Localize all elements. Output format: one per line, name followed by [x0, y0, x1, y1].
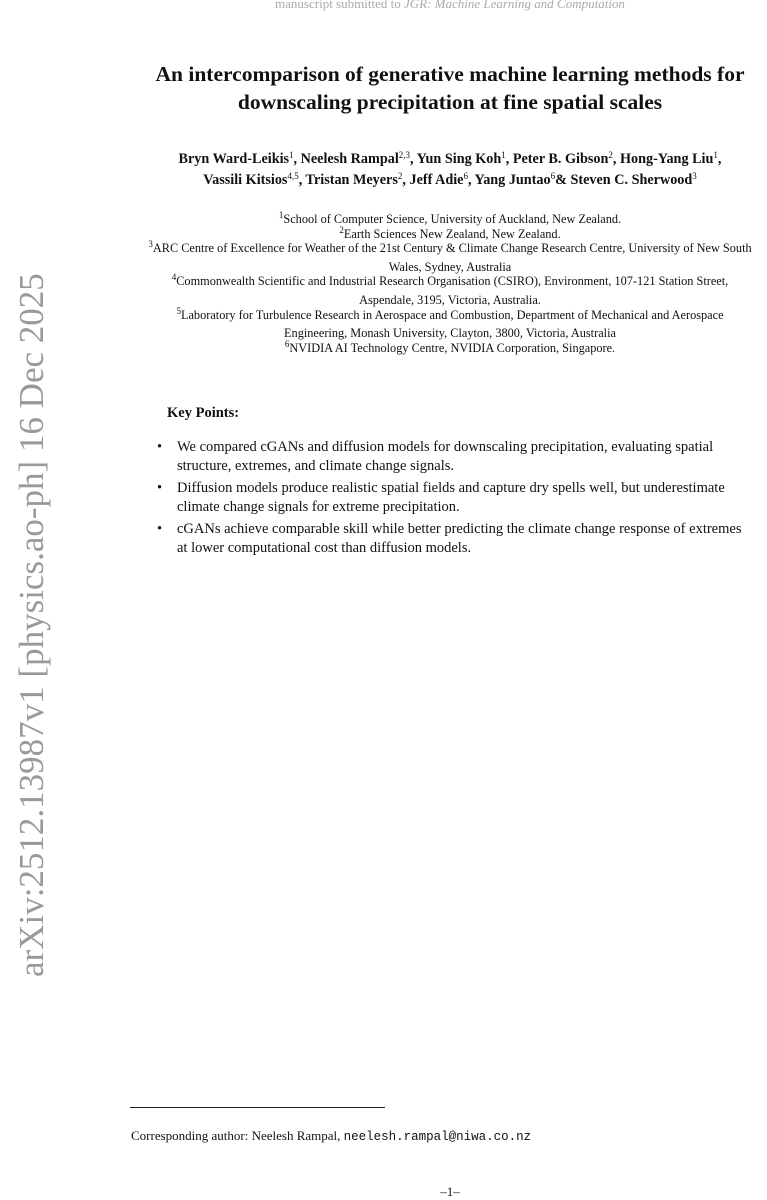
author-affiliation-mark: 3: [692, 171, 697, 181]
author-affiliation-mark: 1: [289, 150, 294, 160]
journal-name: JGR: Machine Learning and Computation: [403, 0, 625, 11]
affiliation-number: 1: [278, 210, 284, 220]
title-line: downscaling precipitation at fine spatial scales: [237, 90, 663, 114]
paper-title: [120, 60, 767, 116]
key-point: • Diffusion models produce realistic spatial fields and capture dry spells well, but underestimate climate change signals for extreme precipitation.: [155, 479, 755, 517]
key-point: • cGANs achieve comparable skill while better predicting the climate change response of extremes at lower computational cost than diffusion models.: [155, 520, 755, 558]
corresponding-email[interactable]: neelesh.rampal@niwa.co.nz: [343, 1130, 532, 1144]
affiliation-line: [120, 212, 767, 227]
affiliation-text: Laboratory for Turbulence Research in Aerospace and Combustion, Department of Mechanical and Aerospace: [180, 307, 724, 322]
author: [513, 151, 613, 167]
affiliation-number: 2: [339, 224, 344, 235]
affiliation-line: [120, 326, 767, 341]
author: [571, 172, 697, 188]
title-line: An intercomparison of generative machine learning methods for: [155, 62, 745, 86]
author: [620, 151, 718, 167]
affiliation-number: 4: [171, 272, 177, 283]
author-name: Peter B. Gibson: [512, 151, 609, 167]
key-point: • We compared cGANs and diffusion models for downscaling precipitation, evaluating spatial structure, extremes, and climate change signals.: [155, 438, 755, 476]
author-name: Yun Sing Koh: [416, 151, 502, 167]
affiliation-text: NVIDIA AI Technology Centre, NVIDIA Corporation, Singapore.: [289, 340, 616, 355]
affiliation-line: [120, 260, 767, 275]
affiliation-line: [120, 305, 767, 323]
affiliation-number: 6: [284, 338, 290, 349]
author-name: Neelesh Rampal: [300, 151, 399, 167]
affiliation-text: Wales, Sydney, Australia: [388, 259, 512, 274]
affiliation-list: [120, 212, 767, 355]
page-number: –1–: [440, 1184, 460, 1199]
arxiv-stamp: arXiv:2512.13987v1 [physics.ao-ph] 16 Dec 2025: [12, 273, 51, 977]
author: [475, 172, 556, 188]
running-header: [130, 0, 767, 12]
author-affiliation-mark: 4,5: [287, 171, 299, 181]
author-name: Hong-Yang Liu: [619, 151, 714, 167]
affiliation-text: Engineering, Monash University, Clayton, 3800, Victoria, Australia: [284, 326, 616, 341]
key-points-heading: Key Points:: [167, 405, 240, 421]
author-affiliation-mark: 6: [463, 171, 468, 181]
author-affiliation-mark: 6: [550, 171, 556, 181]
affiliation-line: [120, 224, 767, 242]
affiliation-line: [120, 274, 767, 289]
author-name: Yang Juntao: [474, 172, 551, 188]
author-name: Steven C. Sherwood: [570, 172, 693, 188]
author: [203, 172, 298, 188]
author-name: Vassili Kitsios: [203, 172, 288, 188]
affiliation-text: School of Computer Science, University of Auckland, New Zealand.: [283, 212, 622, 226]
affiliation-text: ARC Centre of Excellence for Weather of the 21st Century & Climate Change Research Centre, University of New South: [152, 241, 752, 256]
author: [306, 172, 403, 188]
author-name: Tristan Meyers: [305, 172, 398, 188]
author: [179, 151, 294, 167]
footnote-rule: [130, 1107, 385, 1108]
author-affiliation-mark: 1: [713, 150, 718, 160]
author: [409, 172, 467, 188]
running-header-prefix: manuscript submitted to: [275, 0, 404, 11]
author-name: Bryn Ward-Leikis: [178, 151, 290, 167]
author-affiliation-mark: 2: [397, 171, 403, 181]
author-affiliation-mark: 2: [608, 150, 613, 160]
author: [417, 151, 506, 167]
affiliation-line: [120, 338, 767, 356]
author: [301, 151, 410, 167]
affiliation-line: [120, 293, 767, 308]
affiliation-text: Earth Sciences New Zealand, New Zealand.: [343, 226, 561, 241]
author-list: Bryn Ward-Leikis$^1$, Neelesh Rampal$^{2,3}$, Yun Sing Koh$^1$, Peter B. Gibson$^2$, Hong-Yang Liu$^1$, Vassili Kitsios$^{4,5}$, Tristan Meyers$^2$, Jeff Adie$^6$, Yang Juntao$^6$& Steven C. Sherwood$^3$: [178, 150, 722, 188]
corresponding-author: [131, 1128, 531, 1144]
affiliation-line: [120, 241, 767, 256]
author-name: Jeff Adie: [409, 172, 464, 188]
corresponding-label: Corresponding author: Neelesh Rampal,: [131, 1128, 344, 1143]
author-affiliation-mark: 2,3: [398, 150, 411, 160]
affiliation-text: Aspendale, 3195, Victoria, Australia.: [359, 292, 541, 307]
key-points-list: [155, 438, 755, 561]
affiliation-text: Commonwealth Scientific and Industrial Research Organisation (CSIRO), Environment, 107-121 Station Street,: [176, 274, 729, 289]
author-affiliation-mark: 1: [501, 150, 506, 160]
affiliation-number: 3: [148, 239, 153, 250]
affiliation-number: 5: [176, 305, 181, 316]
